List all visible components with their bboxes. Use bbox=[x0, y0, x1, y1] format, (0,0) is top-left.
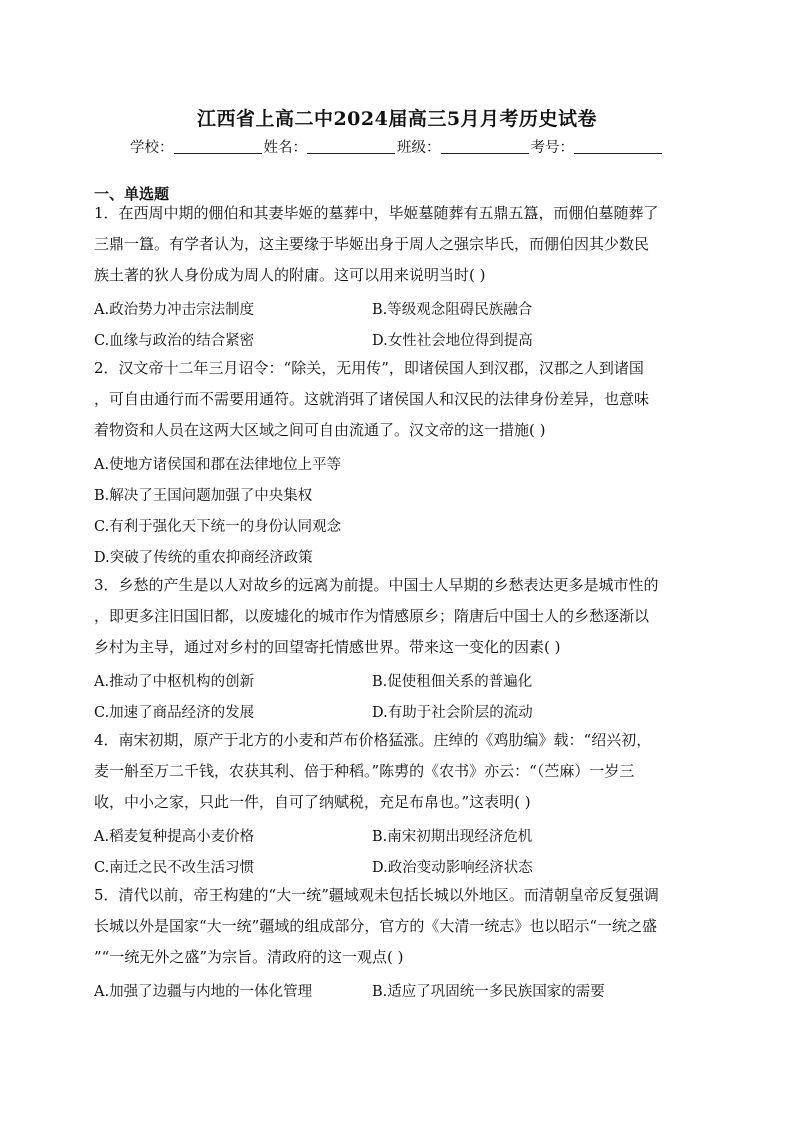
question-1-line: 1．在西周中期的倗伯和其妻毕姬的墓葬中，毕姬墓随葬有五鼎五簋，而倗伯墓随葬了 bbox=[94, 204, 659, 222]
question-2-option-d[interactable]: D.突破了传统的重农抑商经济政策 bbox=[94, 550, 313, 566]
question-4-line: 收，中小之家，只此一件，自可了纳赋税，充足布帛也。”这表明( ) bbox=[94, 793, 531, 811]
question-5-line: ”“一统无外之盛”为宗旨。清政府的这一观点( ) bbox=[94, 948, 404, 966]
question-2-line: ，可自由通行而不需要用通符。这就消弭了诸侯国人和汉民的法律身份差异，也意味 bbox=[94, 390, 650, 408]
question-3-stem bbox=[94, 570, 699, 663]
question-5-option-a[interactable]: A.加强了边疆与内地的一体化管理 bbox=[94, 984, 313, 1000]
question-1-option-a[interactable]: A.政治势力冲击宗法制度 bbox=[94, 302, 255, 318]
class-label: 班级： bbox=[397, 140, 441, 156]
name-label: 姓名： bbox=[263, 140, 307, 156]
question-4-option-a[interactable]: A.稻麦复种提高小麦价格 bbox=[94, 829, 255, 845]
question-4-option-c[interactable]: C.南迁之民不改生活习惯 bbox=[94, 860, 255, 876]
question-1-line: 族土著的狄人身份成为周人的附庸。这可以用来说明当时( ) bbox=[94, 266, 486, 284]
question-5-line: 长城以外是国家“大一统”疆域的组成部分，官方的《大清一统志》也以昭示“一统之盛 bbox=[94, 917, 658, 935]
class-blank[interactable] bbox=[441, 139, 529, 154]
name-blank[interactable] bbox=[307, 139, 395, 154]
school-blank[interactable] bbox=[174, 139, 262, 154]
exam-number-blank[interactable] bbox=[574, 139, 662, 154]
question-3-option-d[interactable]: D.有助于社会阶层的流动 bbox=[372, 705, 533, 721]
question-3-option-b[interactable]: B.促使租佃关系的普遍化 bbox=[372, 674, 533, 690]
question-2-option-a[interactable]: A.使地方诸侯国和郡在法律地位上平等 bbox=[94, 457, 342, 473]
question-2-option-c[interactable]: C.有利于强化天下统一的身份认同观念 bbox=[94, 519, 342, 535]
question-5-line: 5．清代以前，帝王构建的“大一统”疆域观未包括长城以外地区。而清朝皇帝反复强调 bbox=[94, 886, 659, 904]
question-2-stem bbox=[94, 353, 699, 446]
question-3-line: ，即更多注旧国旧都，以废墟化的城市作为情感原乡；隋唐后中国士人的乡愁逐渐以 bbox=[94, 607, 650, 625]
exam-number-label: 考号： bbox=[530, 140, 574, 156]
question-5-stem bbox=[94, 880, 699, 973]
question-4-line: 麦一斛至万二千钱，农获其利、倍于种稻。”陈旉的《农书》亦云：“（苎麻）一岁三 bbox=[94, 762, 635, 780]
page-title: 江西省上高二中2024届高三5月月考历史试卷 bbox=[196, 108, 598, 130]
question-2-line: 着物资和人员在这两大区域之间可自由流通了。汉文帝的这一措施( ) bbox=[94, 421, 546, 439]
question-2-line: 2．汉文帝十二年三月诏令：“除关，无用传”，即诸侯国人到汉郡，汉郡之人到诸国 bbox=[94, 359, 644, 377]
question-2-option-b[interactable]: B.解决了王国问题加强了中央集权 bbox=[94, 488, 313, 504]
question-1-stem bbox=[94, 198, 699, 291]
question-5-option-b[interactable]: B.适应了巩固统一多民族国家的需要 bbox=[372, 984, 605, 1000]
question-1-option-d[interactable]: D.女性社会地位得到提高 bbox=[372, 333, 533, 349]
question-1-line: 三鼎一簋。有学者认为，这主要缘于毕姬出身于周人之强宗毕氏，而倗伯因其少数民 bbox=[94, 235, 650, 253]
question-3-line: 3．乡愁的产生是以人对故乡的远离为前提。中国士人早期的乡愁表达更多是城市性的 bbox=[94, 576, 659, 594]
question-4-line: 4．南宋初期，原产于北方的小麦和芦布价格猛涨。庄绰的《鸡肋编》载：“绍兴初， bbox=[94, 731, 652, 749]
question-3-line: 乡村为主导，通过对乡村的回望寄托情感世界。带来这一变化的因素( ) bbox=[94, 638, 561, 656]
question-1-option-b[interactable]: B.等级观念阻碍民族融合 bbox=[372, 302, 533, 318]
question-4-option-d[interactable]: D.政治变动影响经济状态 bbox=[372, 860, 533, 876]
question-3-option-a[interactable]: A.推动了中枢机构的创新 bbox=[94, 674, 255, 690]
question-4-option-b[interactable]: B.南宋初期出现经济危机 bbox=[372, 829, 533, 845]
section-heading: 一、单选题 bbox=[94, 185, 170, 203]
question-4-stem bbox=[94, 725, 699, 818]
question-1-option-c[interactable]: C.血缘与政治的结合紧密 bbox=[94, 333, 255, 349]
school-label: 学校： bbox=[130, 140, 174, 156]
question-3-option-c[interactable]: C.加速了商品经济的发展 bbox=[94, 705, 255, 721]
student-info-row bbox=[0, 136, 794, 157]
